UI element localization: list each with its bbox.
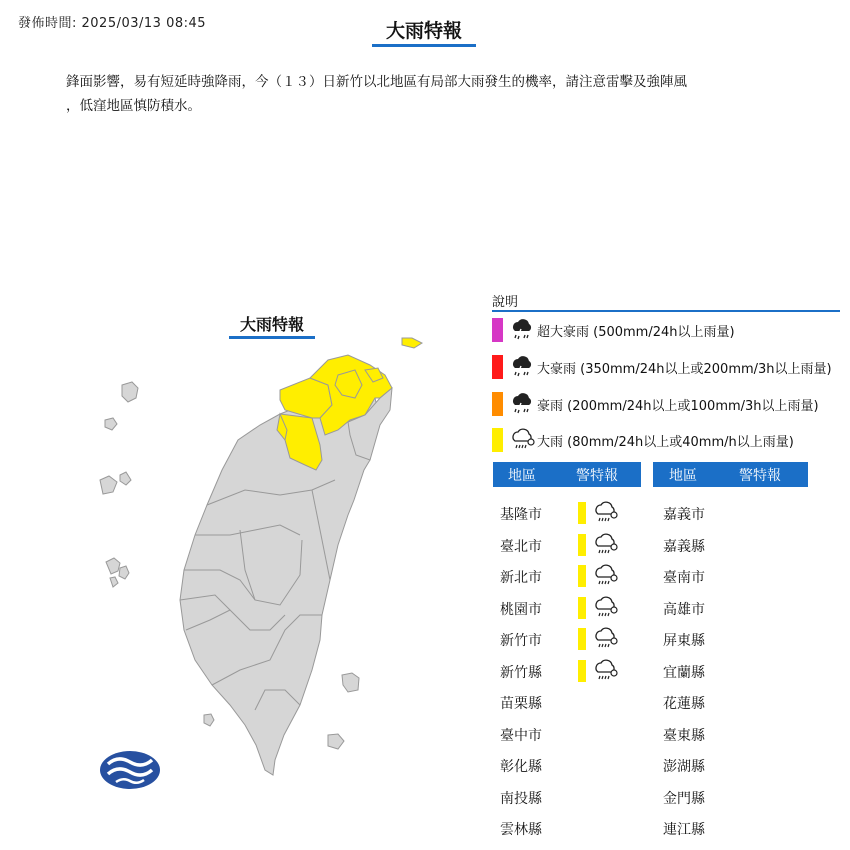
description-line: 鋒面影響，易有短延時強降雨，今（１３）日新竹以北地區有局部大雨發生的機率，請注意雷擊及強陣風 — [66, 74, 687, 90]
region-name: 桃園市 — [500, 601, 542, 618]
heavy-rain-icon — [509, 354, 535, 380]
column-header-region: 地區 — [669, 467, 697, 484]
region-name: 金門縣 — [663, 790, 705, 807]
warning-level-bar — [578, 660, 586, 682]
legend-color-swatch — [492, 355, 503, 379]
legend-divider — [492, 310, 840, 312]
region-name: 嘉義市 — [663, 507, 705, 523]
region-name: 新竹市 — [500, 633, 542, 649]
warning-description — [66, 70, 786, 118]
warning-level-bar — [578, 502, 586, 524]
legend-title: 說明 — [492, 295, 519, 310]
taiwan-warning-map — [80, 330, 440, 800]
region-name: 新北市 — [500, 570, 542, 586]
region-name: 基隆市 — [500, 507, 542, 523]
region-name: 嘉義縣 — [663, 538, 705, 555]
region-name: 雲林縣 — [500, 822, 542, 838]
legend-item — [492, 317, 735, 343]
region-name: 臺東縣 — [663, 727, 705, 744]
legend-label: 超大豪雨 (500mm/24h以上雨量) — [537, 324, 735, 340]
legend-label: 大雨 (80mm/24h以上或40mm/h以上雨量) — [537, 434, 794, 450]
legend-item — [492, 427, 794, 453]
warning-level-bar — [578, 565, 586, 587]
legend-label: 豪雨 (200mm/24h以上或100mm/3h以上雨量) — [537, 398, 819, 414]
rain-cloud-outline-icon — [592, 563, 620, 589]
region-name: 苗栗縣 — [500, 696, 542, 712]
region-name: 臺中市 — [500, 727, 542, 744]
cwa-logo — [100, 751, 160, 789]
region-name: 連江縣 — [663, 822, 705, 838]
table-header-left — [493, 462, 641, 487]
issue-time: 發佈時間: 2025/03/13 08:45 — [18, 16, 207, 31]
rain-cloud-outline-icon — [592, 500, 620, 526]
rain-cloud-outline-icon — [592, 626, 620, 652]
region-name: 澎湖縣 — [663, 759, 705, 775]
region-name: 花蓮縣 — [663, 696, 705, 712]
legend-item — [492, 354, 832, 380]
page-title: 大雨特報 — [372, 16, 476, 47]
region-name: 高雄市 — [663, 601, 705, 618]
description-line: ，低窪地區慎防積水。 — [66, 98, 201, 114]
heavy-rain-icon — [509, 317, 535, 343]
legend-label: 大豪雨 (350mm/24h以上或200mm/3h以上雨量) — [537, 361, 832, 377]
legend-item — [492, 391, 819, 417]
island-pengjia — [402, 338, 422, 348]
legend-color-swatch — [492, 428, 503, 452]
rain-cloud-outline-icon — [592, 595, 620, 621]
xiaoliuqiu — [204, 714, 214, 726]
rain-cloud-outline-icon — [592, 658, 620, 684]
region-name: 彰化縣 — [500, 759, 542, 775]
rain-cloud-outline-icon — [509, 427, 535, 453]
region-name: 臺北市 — [500, 538, 542, 555]
rain-cloud-outline-icon — [592, 532, 620, 558]
region-name: 宜蘭縣 — [663, 664, 705, 681]
warning-level-bar — [578, 534, 586, 556]
warning-level-bar — [578, 597, 586, 619]
legend-color-swatch — [492, 392, 503, 416]
map-title: 大雨特報 — [229, 312, 315, 339]
column-header-warning: 警特報 — [576, 467, 618, 484]
table-header-right — [653, 462, 808, 487]
penghu-islands-south — [106, 558, 129, 587]
region-name: 臺南市 — [663, 570, 705, 586]
green-island — [342, 673, 359, 692]
region-name: 新竹縣 — [500, 664, 542, 681]
orchid-island — [328, 734, 344, 749]
legend-color-swatch — [492, 318, 503, 342]
column-header-warning: 警特報 — [739, 467, 781, 484]
warning-level-bar — [578, 628, 586, 650]
heavy-rain-icon — [509, 391, 535, 417]
penghu-islands — [100, 382, 138, 494]
region-name: 屏東縣 — [663, 633, 705, 649]
column-header-region: 地區 — [508, 467, 536, 484]
region-name: 南投縣 — [500, 790, 542, 807]
